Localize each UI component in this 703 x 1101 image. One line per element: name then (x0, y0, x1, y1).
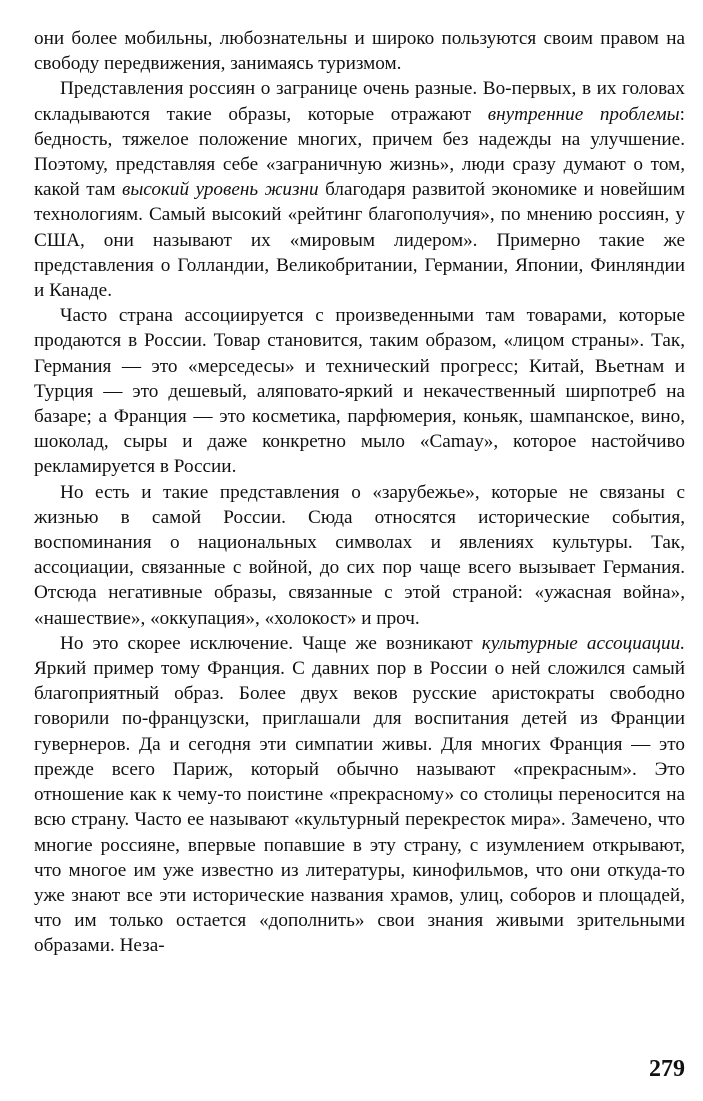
text-run: Часто страна ассоциируется с произведенными там товарами, которые продаются в России. Товар становится, таким образом, «лицом страны». Так, Германия — это «мерседесы» и технический прогресс; Китай, Вьетнам и Турция — это дешевый, аляповато-яркий и некачественный ширпотреб на базаре; а Франция — это косметика, парфюмерия, коньяк, шампанское, вино, шоколад, сыры и даже конкретно мыло «Camay», которое настойчиво рекламируется в России. (34, 305, 685, 478)
page-number: 279 (649, 1056, 685, 1082)
body-text (34, 26, 685, 959)
paragraph (34, 76, 685, 303)
italic-phrase: культурные ассоциации. (481, 632, 685, 654)
paragraph (34, 480, 685, 631)
paragraph (34, 26, 685, 76)
paragraph (34, 303, 685, 479)
text-run: Но это скорее исключение. Чаще же возникают (60, 632, 482, 654)
paragraph (34, 631, 685, 959)
italic-phrase: высокий уровень жизни (121, 179, 319, 201)
text-run: благодаря развитой экономике и новейшим технологиям. Самый высокий «рейтинг благополучия», по мнению россиян, у США, они называют их «мировым лидером». Примерно такие же представления о Голландии, Великобритании, Германии, Японии, Финляндии и Канаде. (34, 179, 685, 302)
italic-phrase: внутренние проблемы (487, 103, 680, 125)
text-run: Яркий пример тому Франция. С давних пор в России о ней сложился самый благоприятный образ. Более двух веков русские аристократы свободно говорили по-французски, приглашали для воспитания детей из Франции гувернеров. Да и сегодня эти симпатии живы. Для многих Франция — это прежде всего Париж, который обычно называют «прекрасным». Это отношение как к чему-то поистине «прекрасному» со столицы переносится на всю страну. Часто ее называют «культурный перекресток мира». Замечено, что многие россияне, впервые попавшие в эту страну, с изумлением открывают, что многое им уже известно из литературы, кинофильмов, что они откуда-то уже знают все эти исторические названия храмов, улиц, соборов и площадей, что им только остается «дополнить» свои знания живыми зрительными образами. Неза- (34, 658, 685, 957)
text-run: они более мобильны, любознательны и широко пользуются своим правом на свободу передвижения, занимаясь туризмом. (34, 28, 685, 75)
text-run: Представления россиян о загранице очень разные. Во-первых, в их головах складываются такие образы, которые отражают (34, 78, 685, 125)
text-run: Но есть и такие представления о «зарубежье», которые не связаны с жизнью в самой России. Сюда относятся исторические события, воспоминания о национальных символах и явлениях культуры. Так, ассоциации, связанные с войной, до сих пор чаще всего вызывает Германия. Отсюда негативные образы, связанные с этой страной: «ужасная война», «нашествие», «оккупация», «холокост» и проч. (34, 481, 685, 629)
text-run: : бедность, тяжелое положение многих, причем без надежды на улучшение. Поэтому, представляя себе «заграничную жизнь», люди сразу думают о том, какой там (34, 103, 685, 201)
